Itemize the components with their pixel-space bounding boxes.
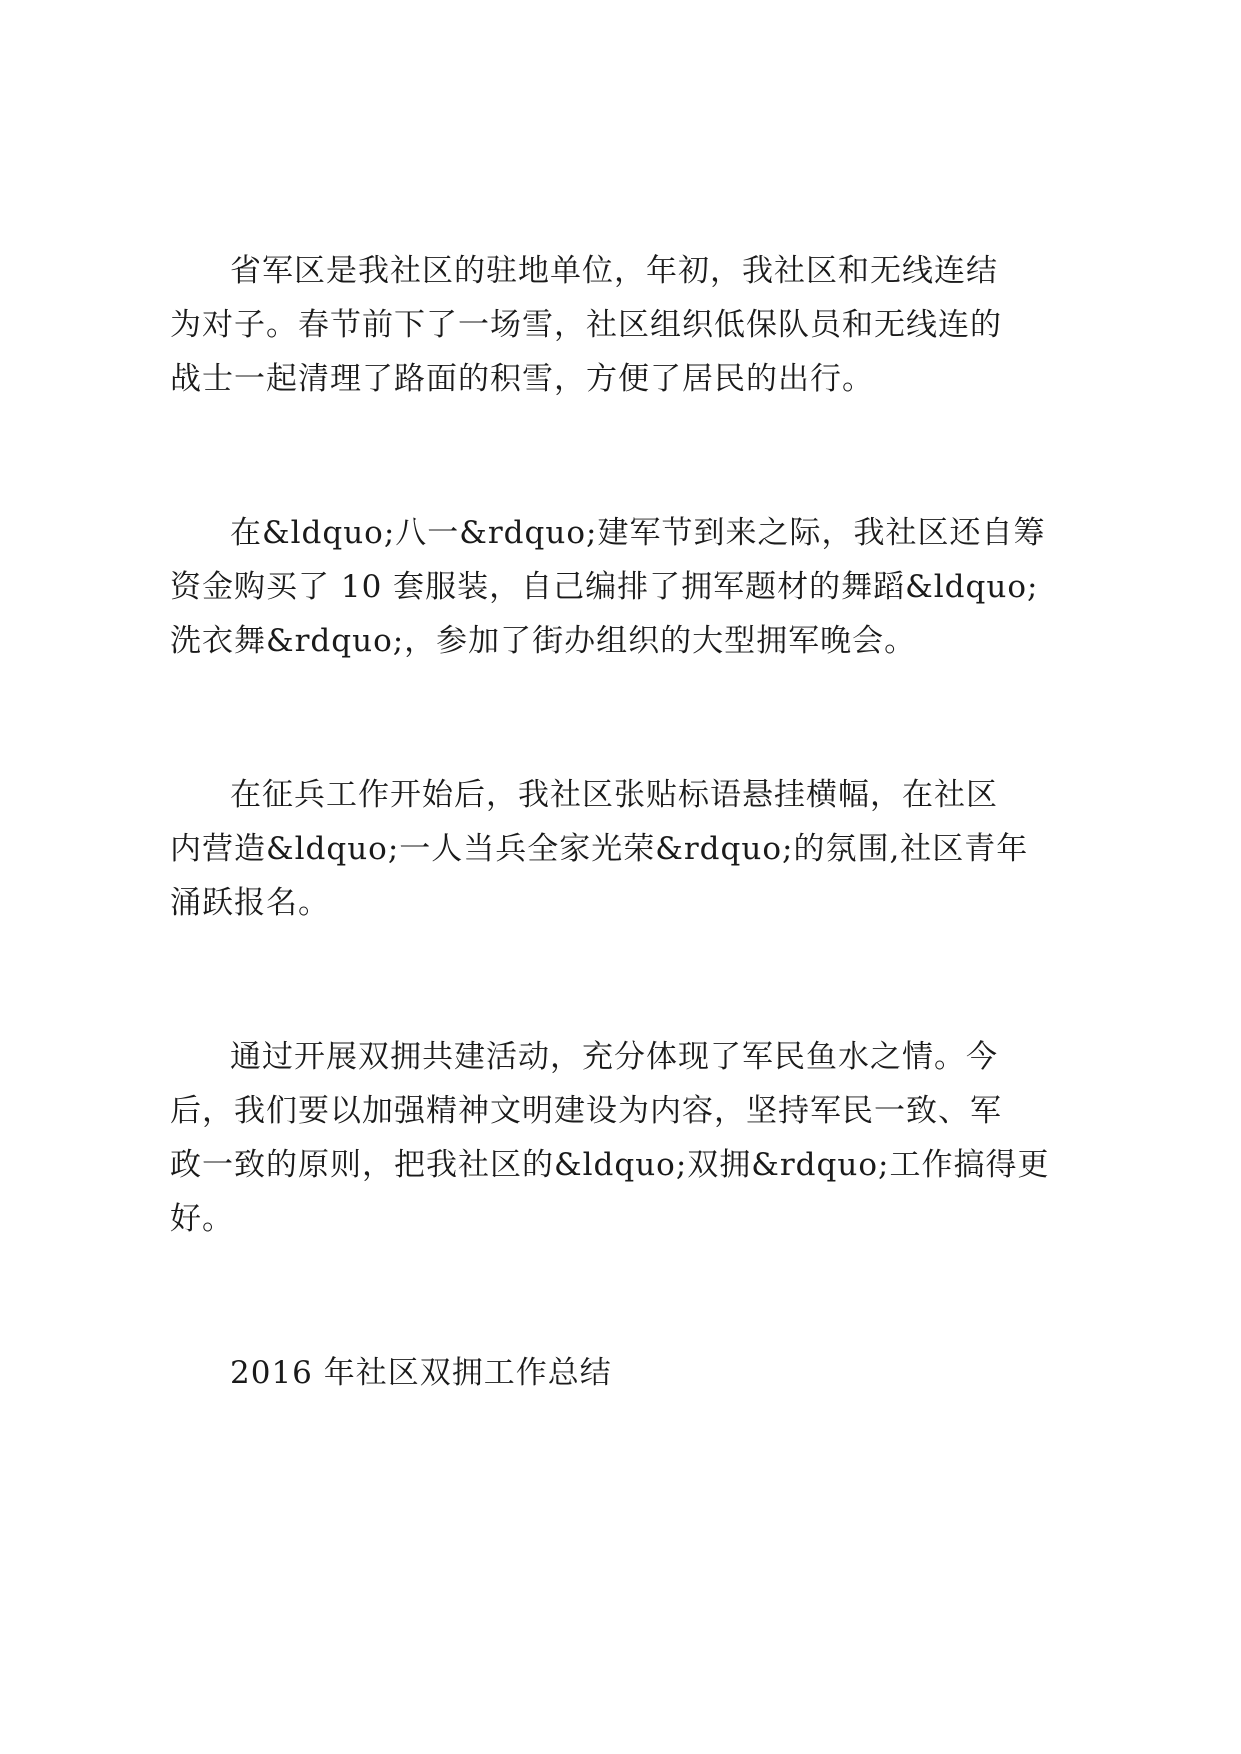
paragraph-line: 政一致的原则，把我社区的&ldquo;双拥&rdquo;工作搞得更: [170, 1147, 1050, 1183]
paragraph-line: 通过开展双拥共建活动，充分体现了军民鱼水之情。今: [230, 1039, 998, 1075]
paragraph-line: 省军区是我社区的驻地单位，年初，我社区和无线连结: [230, 253, 998, 289]
document-heading: 2016 年社区双拥工作总结: [230, 1355, 612, 1391]
paragraph-line: 战士一起清理了路面的积雪，方便了居民的出行。: [170, 361, 874, 397]
paragraph-line: 洗衣舞&rdquo;，参加了街办组织的大型拥军晚会。: [170, 623, 917, 659]
paragraph-line: 资金购买了 10 套服装，自己编排了拥军题材的舞蹈&ldquo;: [170, 569, 1039, 605]
paragraph-line: 后，我们要以加强精神文明建设为内容，坚持军民一致、军: [170, 1093, 1002, 1129]
paragraph-line: 好。: [170, 1201, 234, 1237]
paragraph-line: 为对子。春节前下了一场雪，社区组织低保队员和无线连的: [170, 307, 1002, 343]
paragraph-line: 在征兵工作开始后，我社区张贴标语悬挂横幅，在社区: [230, 777, 998, 813]
paragraph-line: 在&ldquo;八一&rdquo;建军节到来之际，我社区还自筹: [230, 515, 1046, 551]
paragraph-line: 内营造&ldquo;一人当兵全家光荣&rdquo;的氛围,社区青年: [170, 831, 1029, 867]
paragraph-line: 涌跃报名。: [170, 885, 330, 921]
